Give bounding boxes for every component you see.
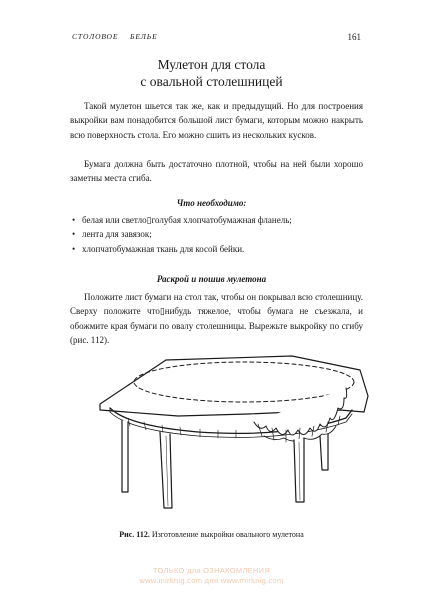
- paragraph-cutting: Положите лист бумаги на стол так, чтобы он покрывал всю столешницу. Сверху положите что▯нибудь тяжелое, чтобы бумага не съезжала, и обожмите края бумаги по овалу столешницы. Вырежьте выкройку по сгибу (рис. 112).: [70, 292, 363, 345]
- figure-oval-table: [88, 352, 374, 514]
- materials-list: [70, 213, 363, 256]
- materials-heading: Что необходимо:: [176, 198, 247, 208]
- table-leg-left: [122, 420, 128, 492]
- materials-list-item: • лента для завязок;: [70, 227, 363, 241]
- watermark-line-2: www.mirknig.com для www.mirknig.com: [139, 576, 284, 585]
- figure-caption-text: Изготовление выкройки овального мулетона: [149, 530, 304, 539]
- table-leg-right: [320, 434, 328, 470]
- cutting-heading: Раскрой и пошив мулетона: [156, 274, 267, 284]
- cutting-paragraph-block: [70, 290, 363, 347]
- running-head-section: СТОЛОВОЕ: [72, 32, 119, 41]
- title-line-1: Мулетон для стола: [157, 57, 266, 72]
- oval-table-pattern-illustration: [88, 352, 374, 514]
- page-number: 161: [347, 32, 361, 42]
- paragraph-paper: Бумага должна быть достаточно плотной, чтобы на ней были хорошо заметны места сгиба.: [70, 159, 363, 184]
- running-head-chapter: БЕЛЬЕ: [130, 32, 158, 41]
- paragraph-intro: Такой мулетон шьется так же, как и предыдущий. Но для построения выкройки вам понадобится большой лист бумаги, которым можно накрыть всю поверхность стола. Его можно сшить из нескольких кусков.: [70, 101, 363, 140]
- page-title: [60, 56, 363, 90]
- paper-paragraph-block: [70, 157, 363, 186]
- figure-caption: [60, 530, 363, 539]
- figure-caption-number: Рис. 112.: [119, 530, 150, 539]
- intro-paragraph-block: [70, 99, 363, 142]
- title-line-2: с овальной столешницей: [140, 74, 283, 89]
- materials-list-item: • хлопчатобумажная ткань для косой бейки.: [70, 242, 363, 256]
- running-head: [72, 32, 361, 44]
- watermark-line-1: ТОЛЬКО для ОЗНАКОМЛЕНИЯ: [152, 566, 271, 575]
- materials-list-item: • белая или светло▯голубая хлопчатобумажная фланель;: [70, 213, 363, 227]
